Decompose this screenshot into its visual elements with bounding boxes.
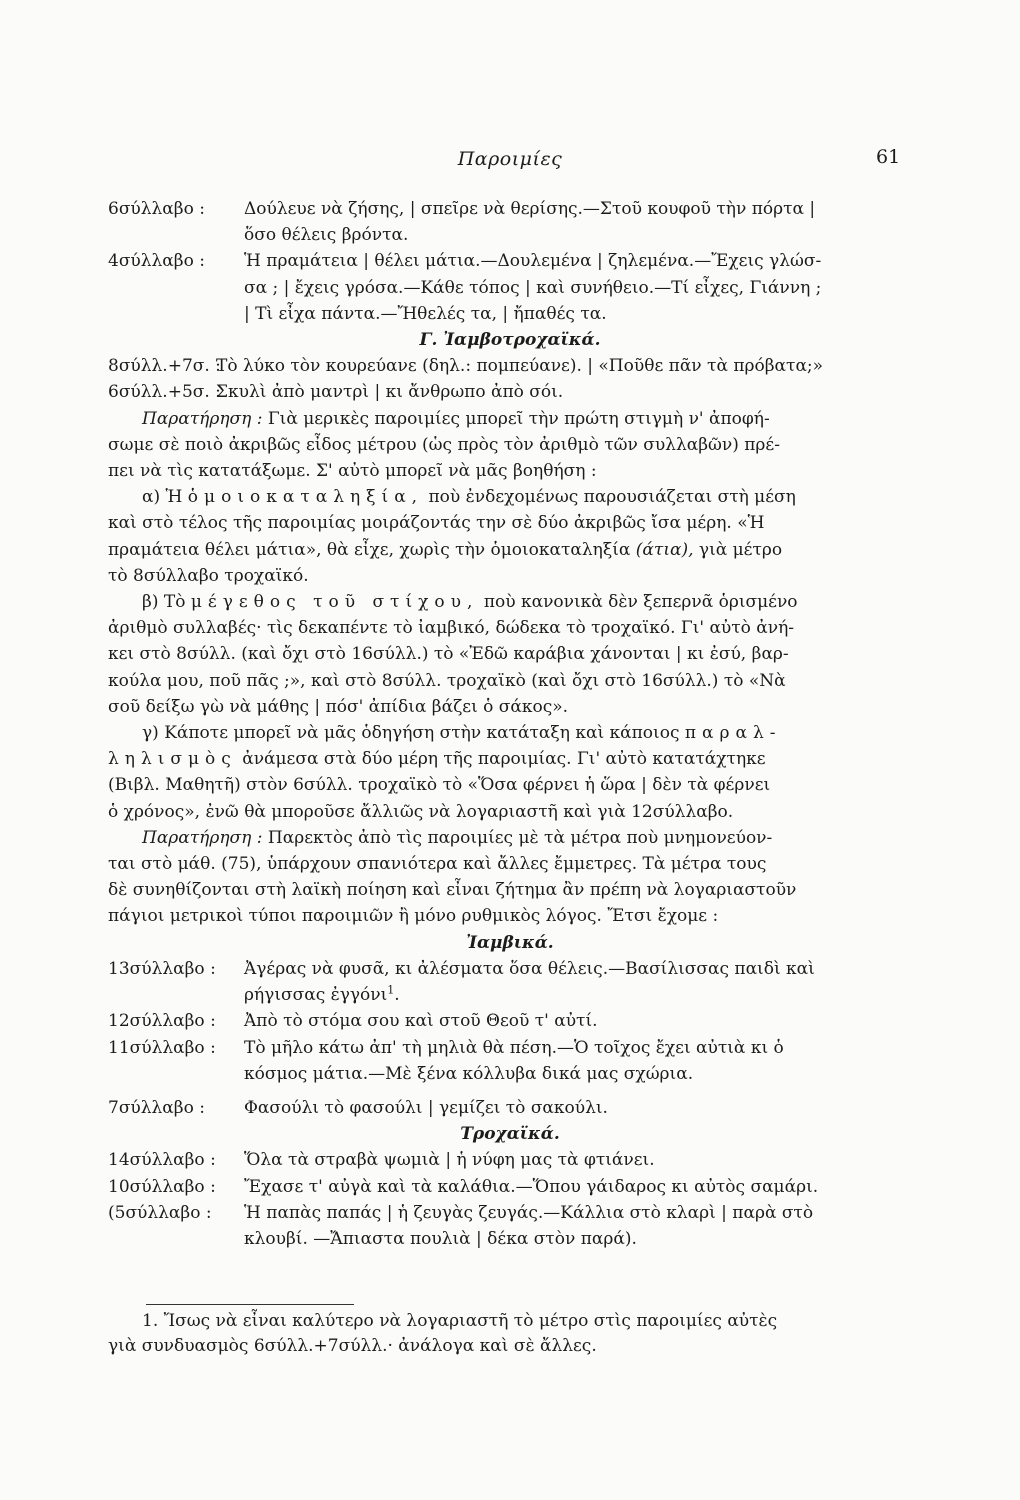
observation-label: Παρατήρηση : — [142, 827, 263, 848]
meter-label: 6σύλλαβο : — [108, 199, 205, 219]
point-prefix: α) Ἡ — [142, 487, 183, 508]
paragraph-line — [108, 406, 912, 432]
proverb-text: Ἡ παπὰς παπάς | ἡ ζευγὰς ζευγάς.—Κάλλια στὸ κλαρὶ | παρὰ στὸ — [244, 1202, 814, 1223]
paragraph-line — [108, 720, 912, 746]
meter-label: 12σύλλαβο : — [108, 1011, 216, 1032]
meter-label — [108, 275, 244, 301]
meter-line — [108, 1008, 912, 1034]
meter-label: 7σύλλαβο : — [108, 1097, 205, 1118]
meter-line — [108, 982, 912, 1008]
paragraph-line — [108, 484, 912, 510]
footnote-line: γιὰ συνδυασμὸς 6σύλλ.+7σύλλ.· ἀνάλογα καὶ σὲ ἄλλες. — [108, 1336, 597, 1356]
footnote-divider — [146, 1304, 354, 1305]
paragraph-text: Παρεκτὸς ἀπὸ τὶς παροιμίες μὲ τὰ μέτρα ποὺ μνημονεύον- — [267, 827, 773, 848]
paragraph-line: ται στὸ μάθ. (75), ὑπάρχουν σπανιότερα καὶ ἄλλες ἔμμετρες. Τὰ μέτρα τους — [108, 854, 767, 875]
paragraph-text: γιὰ μέτρο — [698, 539, 783, 560]
paragraph-line: καὶ στὸ τέλος τῆς παροιμίας μοιράζοντάς την σὲ δύο ἀκριβῶς ἴσα μέρη. «Ἡ — [108, 513, 765, 534]
spacer — [108, 1087, 912, 1095]
paragraph-line: σοῦ δείξω γὼ νὰ μάθης | πόσ' ἀπίδια βάζει ὁ σάκος». — [108, 696, 569, 717]
meter-label: (5σύλλαβο : — [108, 1202, 212, 1223]
footnote — [108, 1309, 912, 1359]
meter-label: 8σύλλ.+7σ. : — [108, 356, 221, 377]
meter-label — [108, 301, 244, 327]
proverb-text: Σκυλὶ ἀπὸ μαντρὶ | κι ἄνθρωπο ἀπὸ σόι. — [216, 382, 564, 403]
proverb-text: Ἔχασε τ' αὐγὰ καὶ τὰ καλάθια.—Ὅπου γάιδαρος κι αὐτὸς σαμάρι. — [244, 1176, 819, 1197]
paragraph-text: ἀνάμεσα στὰ δύο μέρη τῆς παροιμίας. Γι' αὐτὸ κατατάχτηκε — [242, 749, 766, 770]
paragraph-line: ἀριθμὸ συλλαβές· τὶς δεκαπέντε τὸ ἰαμβικό, δώδεκα τὸ τροχαϊκό. Γι' αὐτὸ ἀνή- — [108, 618, 795, 639]
paragraph-line — [108, 537, 912, 563]
paragraph-line: κούλα μου, ποῦ πᾶς ;», καὶ στὸ 8σύλλ. τροχαϊκὸ (καὶ ὄχι στὸ 16σύλλ.) τὸ «Νὰ — [108, 670, 786, 691]
proverb-text: κόσμος μάτια.—Μὲ ξένα κόλλυβα δικά μας σχώρια. — [244, 1063, 694, 1084]
meter-label — [108, 222, 244, 248]
meter-line — [108, 1200, 912, 1226]
paragraph-line: κει στὸ 8σύλλ. (καὶ ὄχι στὸ 16σύλλ.) τὸ «Ἐδῶ καράβια χάνονται | κι ἐσύ, βαρ- — [108, 644, 789, 665]
proverb-text: | Τὶ εἶχα πάντα.—Ἤθελές τα, | ἤπαθές τα. — [244, 303, 607, 324]
proverb-text: Τὸ λύκο τὸν κουρεύανε (δηλ.: πομπεύανε). | «Ποῦθε πᾶν τὰ πρόβατα;» — [216, 356, 824, 377]
section-heading: Τροχαϊκά. — [460, 1124, 560, 1145]
point-prefix: β) Τὸ — [142, 592, 186, 613]
proverb-text: Ἀπὸ τὸ στόμα σου καὶ στοῦ Θεοῦ τ' αὐτί. — [244, 1011, 598, 1032]
meter-line — [108, 353, 912, 379]
meter-label — [108, 982, 244, 1008]
punctuation: . — [394, 985, 400, 1006]
paragraph-line: σωμε σὲ ποιὸ ἀκριβῶς εἶδος μέτρου (ὡς πρὸς τὸν ἀριθμὸ τῶν συλλαβῶν) πρέ- — [108, 434, 780, 455]
meter-line — [108, 275, 912, 301]
proverb-text: ρήγισσας ἐγγόνι — [244, 985, 388, 1006]
paragraph-line — [108, 589, 912, 615]
meter-line — [108, 301, 912, 327]
meter-line — [108, 956, 912, 982]
proverb-text: Τὸ μῆλο κάτω ἀπ' τὴ μηλιὰ θὰ πέση.—Ὁ τοῖχος ἔχει αὐτιὰ κι ὁ — [244, 1037, 784, 1058]
paragraph-line — [108, 825, 912, 851]
spaced-term: ληλισμὸς — [108, 749, 237, 770]
proverb-text: ὅσο θέλεις βρόντα. — [244, 225, 409, 246]
page-number: 61 — [876, 146, 901, 168]
point-prefix: γ) Κάποτε μπορεῖ νὰ μᾶς ὁδηγήση στὴν κατάταξη καὶ κάποιος — [142, 723, 680, 744]
body-text — [108, 196, 912, 1252]
footnote-line: 1. Ἴσως νὰ εἶναι καλύτερο νὰ λογαριαστῆ τὸ μέτρο στὶς παροιμίες αὐτὲς — [142, 1311, 778, 1331]
paragraph-text: ποὺ ἐνδεχομένως παρουσιάζεται στὴ μέση — [428, 487, 796, 508]
meter-label: 6σύλλ.+5σ. : — [108, 382, 221, 403]
meter-line — [108, 248, 912, 274]
meter-label: 13σύλλαβο : — [108, 958, 216, 979]
meter-line — [108, 1035, 912, 1061]
paragraph-line: τὸ 8σύλλαβο τροχαϊκό. — [108, 565, 309, 586]
meter-line — [108, 222, 912, 248]
proverb-text: Ὅλα τὰ στραβὰ ψωμιὰ | ἡ νύφη μας τὰ φτιάνει. — [244, 1150, 655, 1171]
spaced-term: παραλ- — [684, 723, 782, 744]
meter-line — [108, 1061, 912, 1087]
proverb-text: σα ; | ἔχεις γρόσα.—Κάθε τόπος | καὶ συνήθειο.—Τί εἶχες, Γιάννη ; — [244, 277, 822, 298]
proverb-text: Ἡ πραμάτεια | θέλει μάτια.—Δουλεμένα | ζηλεμένα.—Ἔχεις γλώσ- — [244, 251, 822, 272]
paragraph-text: ποὺ κανονικὰ δὲν ξεπερνᾶ ὁρισμένο — [483, 592, 798, 613]
running-title: Παροιμίες — [457, 148, 563, 170]
proverb-text: κλουβί. —Ἄπιαστα πουλιὰ | δέκα στὸν παρά). — [244, 1228, 637, 1249]
paragraph-line — [108, 746, 912, 772]
meter-line — [108, 196, 912, 222]
meter-label: 10σύλλαβο : — [108, 1176, 216, 1197]
meter-line — [108, 1226, 912, 1252]
paragraph-line: πάγιοι μετρικοὶ τύποι παροιμιῶν ἢ μόνο ρυθμικὸς λόγος. Ἔτσι ἔχομε : — [108, 906, 719, 927]
proverb-text — [244, 982, 912, 1008]
proverb-text: Δούλευε νὰ ζήσης, | σπεῖρε νὰ θερίσης.—Στοῦ κουφοῦ τὴν πόρτα | — [244, 199, 816, 219]
emphasis-text: (άτια), — [635, 539, 694, 560]
paragraph-line: ὁ χρόνος», ἐνῶ θὰ μποροῦσε ἄλλιῶς νὰ λογαριαστῆ καὶ γιὰ 12σύλλαβο. — [108, 801, 734, 822]
meter-line — [108, 1095, 912, 1121]
paragraph-text: πραμάτεια θέλει μάτια», θὰ εἶχε, χωρὶς τὴν ὁμοιοκαταληξία — [108, 539, 631, 560]
meter-line — [108, 379, 912, 405]
proverb-text: Φασούλι τὸ φασούλι | γεμίζει τὸ σακούλι. — [244, 1097, 608, 1118]
meter-label — [108, 1226, 244, 1252]
meter-line — [108, 1147, 912, 1173]
meter-label: 14σύλλαβο : — [108, 1150, 216, 1171]
spaced-term: μέγεθος τοῦ στίχου, — [190, 592, 479, 613]
observation-label: Παρατήρηση : — [142, 408, 263, 429]
paragraph-line: πει νὰ τὶς κατατάξωμε. Σ' αὐτὸ μπορεῖ νὰ μᾶς βοηθήση : — [108, 461, 597, 482]
paragraph-line: (Βιβλ. Μαθητῆ) στὸν 6σύλλ. τροχαϊκὸ τὸ «Ὅσα φέρνει ἡ ὥρα | δὲν τὰ φέρνει — [108, 775, 771, 796]
spaced-term: ὁμοιοκαταληξία, — [187, 487, 424, 508]
paragraph-line: δὲ συνηθίζονται στὴ λαϊκὴ ποίηση καὶ εἶναι ζήτημα ἂν πρέπη νὰ λογαριαστοῦν — [108, 880, 797, 901]
meter-line — [108, 1174, 912, 1200]
meter-label — [108, 1061, 244, 1087]
section-heading: Γ. Ἰαμβοτροχαϊκά. — [419, 330, 601, 351]
meter-label: 4σύλλαβο : — [108, 251, 205, 272]
meter-label: 11σύλλαβο : — [108, 1037, 216, 1058]
section-heading: Ἰαμβικά. — [466, 932, 554, 953]
footnote-marker[interactable]: 1 — [387, 983, 395, 997]
proverb-text: Ἀγέρας νὰ φυσᾶ, κι ἀλέσματα ὅσα θέλεις.—Βασίλισσας παιδὶ καὶ — [244, 958, 815, 979]
paragraph-text: Γιὰ μερικὲς παροιμίες μπορεῖ τὴν πρώτη στιγμὴ ν' ἀποφή- — [267, 408, 770, 429]
